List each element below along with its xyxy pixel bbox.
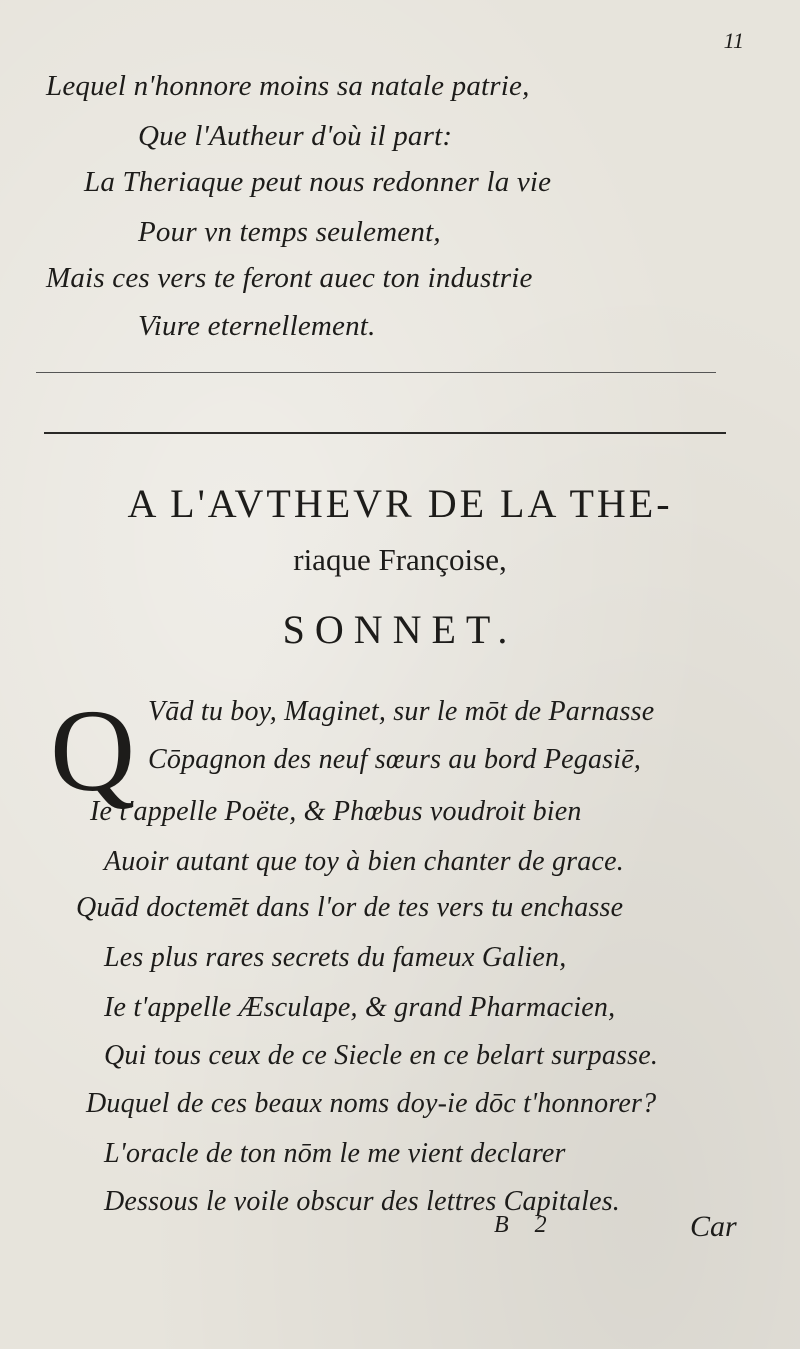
sonnet-line: Vād tu boy, Maginet, sur le mōt de Parnasse <box>148 696 655 727</box>
sonnet-line: Qui tous ceux de ce Siecle en ce belart surpasse. <box>104 1040 659 1071</box>
section-rule <box>44 432 726 434</box>
verse-line: Mais ces vers te feront auec ton industrie <box>46 262 533 294</box>
sonnet-line: Ie t'appelle Æsculape, & grand Pharmacien, <box>104 992 616 1023</box>
page-number: 11 <box>723 28 744 53</box>
verse-line: Que l'Autheur d'où il part: <box>138 120 453 152</box>
sonnet-line: Quād doctemēt dans l'or de tes vers tu enchasse <box>76 892 624 923</box>
sonnet-line: Cōpagnon des neuf sœurs au bord Pegasiē, <box>148 744 642 775</box>
drop-cap-initial: Q <box>50 685 136 816</box>
section-heading: A L'AVTHEVR DE LA THE- <box>127 481 673 526</box>
poem-form-title: SONNET. <box>282 607 518 652</box>
verse-line: Lequel n'honnore moins sa natale patrie, <box>46 70 530 102</box>
sonnet-line: Dessous le voile obscur des lettres Capitales. <box>104 1186 620 1217</box>
sonnet-line: Duquel de ces beaux noms doy-ie dōc t'honnorer? <box>86 1088 657 1119</box>
verse-line: La Theriaque peut nous redonner la vie <box>84 166 552 198</box>
sonnet-line: Auoir autant que toy à bien chanter de grace. <box>104 846 624 877</box>
section-rule-thin <box>36 372 716 373</box>
signature-mark: B 2 <box>494 1212 557 1238</box>
sonnet-line: Ie t'appelle Poëte, & Phœbus voudroit bien <box>90 796 582 827</box>
verse-line: Pour vn temps seulement, <box>138 216 441 248</box>
sonnet-line: Les plus rares secrets du fameux Galien, <box>104 942 567 973</box>
verse-line: Viure eternellement. <box>138 310 376 342</box>
sonnet-line: L'oracle de ton nōm le me vient declarer <box>104 1138 566 1169</box>
catchword: Car <box>690 1210 737 1243</box>
section-subheading: riaque Françoise, <box>293 542 507 577</box>
